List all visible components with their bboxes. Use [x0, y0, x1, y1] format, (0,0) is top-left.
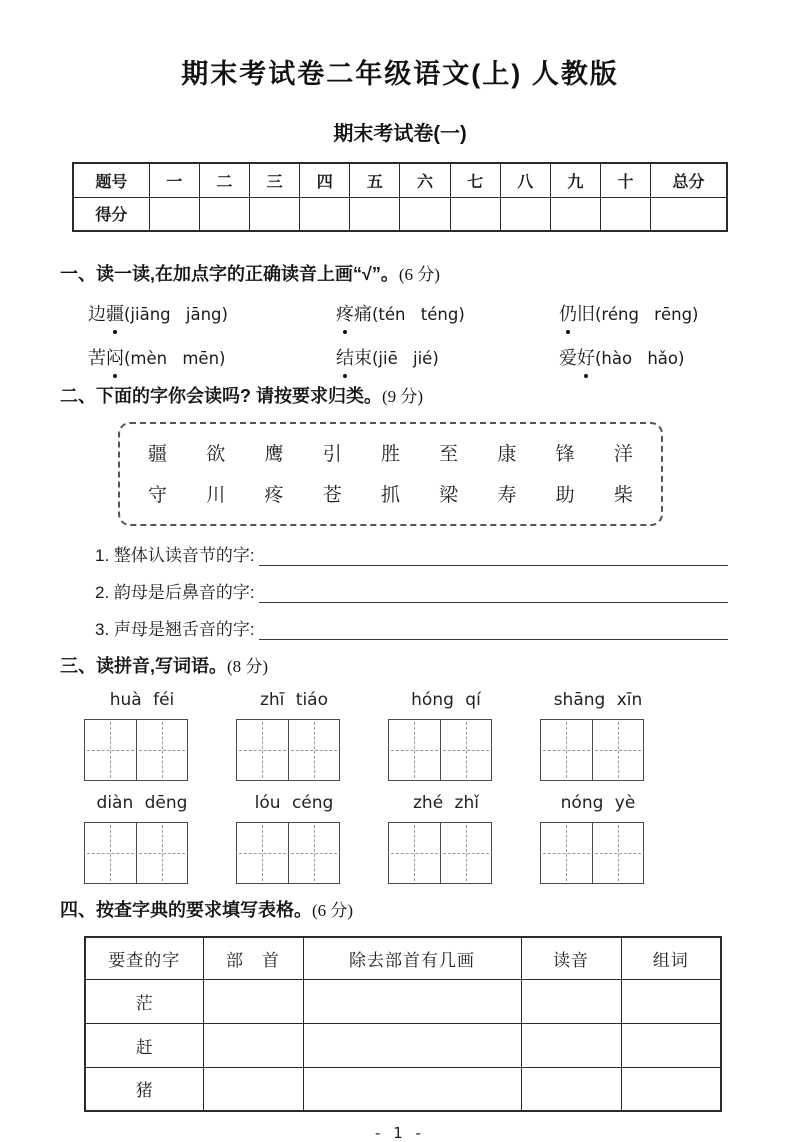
word-item: [88, 344, 336, 370]
score-header-cell: 九: [550, 163, 600, 197]
pinyin-writing-row: [0, 690, 800, 781]
bank-char: 守: [148, 485, 168, 506]
section-1-score: (6 分): [398, 265, 440, 284]
writing-grid: [84, 822, 188, 884]
dict-char-cell: 茫: [85, 979, 203, 1023]
dict-header-cell: 除去部首有几画: [303, 937, 521, 979]
word-item: [559, 344, 800, 370]
dict-empty-cell[interactable]: [621, 1023, 721, 1067]
word-char: 边: [88, 304, 106, 324]
score-input-cell[interactable]: [651, 197, 727, 231]
grid-cell[interactable]: [237, 823, 288, 883]
section-1-heading-text: 一、读一读,在加点字的正确读音上画“√”。: [60, 264, 399, 284]
bank-char: 疼: [264, 485, 284, 506]
grid-cell[interactable]: [237, 720, 288, 780]
pinyin-label: hóng qí: [411, 690, 481, 710]
section-2-heading-text: 二、下面的字你会读吗? 请按要求归类。: [60, 386, 382, 406]
pinyin-label: zhī tiáo: [259, 690, 329, 710]
pinyin-group: [388, 793, 540, 884]
bank-char: 鹰: [264, 444, 284, 465]
pinyin-label: nóng yè: [560, 793, 636, 813]
section-3-heading-text: 三、读拼音,写词语。: [60, 656, 228, 676]
grid-cell[interactable]: [136, 720, 188, 780]
score-input-cell[interactable]: [250, 197, 300, 231]
dict-empty-cell[interactable]: [621, 1067, 721, 1111]
pinyin-options: (jiē jié): [372, 349, 439, 368]
pinyin-group: [236, 690, 388, 781]
grid-cell[interactable]: [440, 823, 492, 883]
character-bank-row: [148, 432, 633, 473]
word-item: [336, 344, 559, 370]
section-1-word-list: [0, 300, 800, 370]
pinyin-group: [84, 793, 236, 884]
grid-cell[interactable]: [288, 823, 340, 883]
grid-cell[interactable]: [136, 823, 188, 883]
pinyin-group: [388, 690, 540, 781]
dictionary-table-header-row: [85, 937, 721, 979]
bank-char: 锋: [555, 444, 575, 465]
word-item: [88, 300, 336, 326]
pinyin-group: [540, 793, 692, 884]
dotted-char: 疆: [106, 300, 124, 326]
bank-char: 至: [439, 444, 459, 465]
pinyin-options: (jiāng jāng): [124, 305, 228, 324]
subquestion-label: 3. 声母是翘舌音的字:: [95, 620, 255, 639]
dict-empty-cell[interactable]: [303, 979, 521, 1023]
dictionary-table-row: [85, 1023, 721, 1067]
dotted-char: 闷: [106, 344, 124, 370]
section-4-heading-text: 四、按查字典的要求填写表格。: [60, 900, 312, 920]
writing-grid: [84, 719, 188, 781]
subquestion: [0, 542, 800, 566]
dict-empty-cell[interactable]: [203, 1023, 303, 1067]
dict-header-cell: 组词: [621, 937, 721, 979]
dotted-char: 好: [577, 344, 595, 370]
pinyin-label: diàn dēng: [96, 793, 188, 813]
answer-line[interactable]: [259, 639, 728, 640]
score-header-cell: 题号: [73, 163, 149, 197]
score-input-cell[interactable]: [550, 197, 600, 231]
bank-char: 康: [497, 444, 517, 465]
word-char: 束: [354, 348, 372, 368]
bank-char: 引: [322, 444, 342, 465]
section-2-subquestions: [0, 542, 800, 640]
score-input-cell[interactable]: [400, 197, 450, 231]
subquestion: [0, 616, 800, 640]
dict-empty-cell[interactable]: [203, 1067, 303, 1111]
grid-cell[interactable]: [541, 823, 592, 883]
pinyin-options: (hào hǎo): [595, 349, 685, 368]
character-bank-box: [118, 422, 663, 526]
pinyin-label: zhé zhǐ: [413, 793, 479, 813]
section-1-heading: [0, 260, 800, 286]
bank-char: 助: [555, 485, 575, 506]
dict-empty-cell[interactable]: [303, 1067, 521, 1111]
score-header-cell: 总分: [651, 163, 727, 197]
dict-header-cell: 部 首: [203, 937, 303, 979]
grid-cell[interactable]: [85, 720, 136, 780]
score-input-cell[interactable]: [350, 197, 400, 231]
dotted-char: 结: [336, 344, 354, 370]
bank-char: 抓: [380, 485, 400, 506]
dict-char-cell: 猪: [85, 1067, 203, 1111]
writing-grid: [540, 822, 644, 884]
score-header-cell: 一: [149, 163, 199, 197]
bank-char: 寿: [497, 485, 517, 506]
writing-grid: [236, 822, 340, 884]
dict-empty-cell[interactable]: [521, 979, 621, 1023]
bank-char: 胜: [380, 444, 400, 465]
score-header-cell: 三: [250, 163, 300, 197]
score-input-cell[interactable]: [450, 197, 500, 231]
score-row-label: 得分: [73, 197, 149, 231]
grid-cell[interactable]: [440, 720, 492, 780]
grid-cell[interactable]: [592, 823, 644, 883]
score-header-cell: 八: [500, 163, 550, 197]
grid-cell[interactable]: [389, 720, 440, 780]
writing-grid: [388, 719, 492, 781]
score-header-cell: 七: [450, 163, 500, 197]
section-2-heading: [0, 382, 800, 408]
word-char: 爱: [559, 348, 577, 368]
score-input-cell[interactable]: [500, 197, 550, 231]
pinyin-group: [236, 793, 388, 884]
score-input-cell[interactable]: [199, 197, 249, 231]
score-header-cell: 六: [400, 163, 450, 197]
dictionary-table-row: [85, 1067, 721, 1111]
pinyin-label: lóu céng: [254, 793, 334, 813]
bank-char: 梁: [439, 485, 459, 506]
bank-char: 疆: [148, 444, 168, 465]
dict-header-cell: 读音: [521, 937, 621, 979]
word-char: 痛: [354, 304, 372, 324]
dict-empty-cell[interactable]: [203, 979, 303, 1023]
dictionary-table-row: [85, 979, 721, 1023]
subquestion-label: 2. 韵母是后鼻音的字:: [95, 583, 255, 602]
dict-char-cell: 赶: [85, 1023, 203, 1067]
score-input-cell[interactable]: [149, 197, 199, 231]
answer-line[interactable]: [259, 602, 728, 603]
writing-grid: [540, 719, 644, 781]
pinyin-label: huà féi: [109, 690, 175, 710]
score-input-cell[interactable]: [600, 197, 650, 231]
dotted-char: 疼: [336, 300, 354, 326]
word-char: 苦: [88, 348, 106, 368]
exam-subtitle: 期末考试卷(一): [333, 123, 467, 145]
section-3-heading: [0, 652, 800, 678]
bank-char: 欲: [206, 444, 226, 465]
bank-char: 川: [206, 485, 226, 506]
dict-empty-cell[interactable]: [521, 1023, 621, 1067]
pinyin-options: (tén téng): [372, 305, 465, 324]
word-item: [336, 300, 559, 326]
exam-title: 期末考试卷二年级语文(上) 人教版: [181, 59, 619, 89]
dict-header-cell: 要查的字: [85, 937, 203, 979]
score-table-header-row: [73, 163, 727, 197]
bank-char: 苍: [322, 485, 342, 506]
writing-grid: [236, 719, 340, 781]
section-4-score: (6 分): [312, 901, 354, 920]
pinyin-group: [540, 690, 692, 781]
dict-empty-cell[interactable]: [303, 1023, 521, 1067]
pinyin-label: shāng xīn: [553, 690, 643, 710]
page-number: - 1 -: [375, 1124, 425, 1142]
pinyin-options: (mèn mēn): [124, 349, 226, 368]
dotted-char: 仍: [559, 300, 577, 326]
grid-cell[interactable]: [85, 823, 136, 883]
subquestion-label: 1. 整体认读音节的字:: [95, 546, 255, 565]
grid-cell[interactable]: [541, 720, 592, 780]
score-header-cell: 五: [350, 163, 400, 197]
writing-grid: [388, 822, 492, 884]
section-3-score: (8 分): [227, 657, 269, 676]
subquestion: [0, 579, 800, 603]
dict-empty-cell[interactable]: [621, 979, 721, 1023]
section-2-score: (9 分): [382, 387, 424, 406]
pinyin-options: (réng rēng): [595, 305, 699, 324]
section-4-heading: [0, 896, 800, 922]
word-char: 旧: [577, 304, 595, 324]
score-table: [72, 162, 728, 232]
grid-cell[interactable]: [592, 720, 644, 780]
bank-char: 柴: [613, 485, 633, 506]
answer-line[interactable]: [259, 565, 728, 566]
pinyin-group: [84, 690, 236, 781]
score-input-cell[interactable]: [300, 197, 350, 231]
word-item: [559, 300, 800, 326]
dictionary-table: [84, 936, 722, 1112]
character-bank-row: [148, 473, 633, 514]
pinyin-writing-row: [0, 793, 800, 884]
score-header-cell: 二: [199, 163, 249, 197]
grid-cell[interactable]: [288, 720, 340, 780]
grid-cell[interactable]: [389, 823, 440, 883]
score-header-cell: 四: [300, 163, 350, 197]
dict-empty-cell[interactable]: [521, 1067, 621, 1111]
score-header-cell: 十: [600, 163, 650, 197]
score-table-input-row: [73, 197, 727, 231]
bank-char: 洋: [613, 444, 633, 465]
